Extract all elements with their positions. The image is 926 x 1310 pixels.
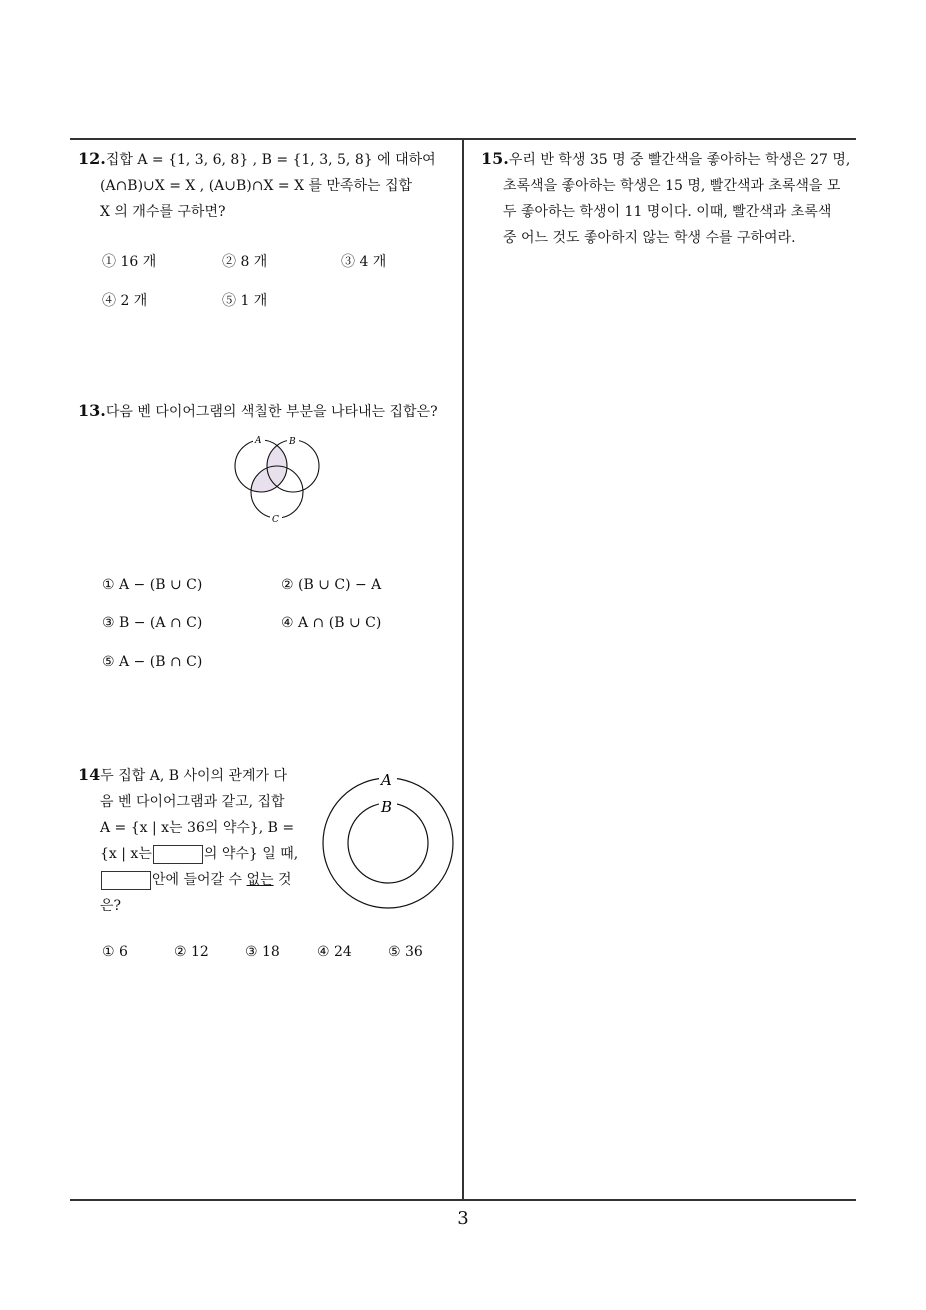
question-text-line-5: 안에 들어갈 수	[152, 872, 243, 888]
question-text-line-3: 두 좋아하는 학생이 11 명이다. 이때, 빨간색과 초록색	[503, 204, 832, 220]
q13-option-3[interactable]: ③ B − (A ∩ C)	[102, 615, 203, 631]
q12-option-1[interactable]: ① 16 개	[102, 254, 157, 270]
question-text-line-2: (A∩B)∪X = X , (A∪B)∩X = X 를 만족하는 집합	[100, 178, 413, 194]
q13-option-2[interactable]: ② (B ∪ C) − A	[281, 577, 382, 593]
question-14	[78, 762, 318, 919]
question-text-line-3: X 의 개수를 구하면?	[100, 204, 226, 220]
set-a-label: A	[381, 771, 392, 789]
question-text-line-1: 우리 반 학생 35 명 중 빨간색을 좋아하는 학생은 27 명,	[508, 152, 851, 168]
q12-option-4[interactable]: ④ 2 개	[102, 293, 148, 309]
question-15	[481, 146, 861, 251]
question-text-line-2: 초록색을 좋아하는 학생은 15 명, 빨간색과 초록색을 모	[503, 178, 841, 194]
question-text-line-4b: 의 약수} 일 때,	[203, 846, 299, 862]
q12-option-5[interactable]: ⑤ 1 개	[222, 293, 268, 309]
q14-option-2[interactable]: ② 12	[174, 944, 209, 960]
venn-diagram-subset	[319, 770, 459, 910]
q13-option-4[interactable]: ④ A ∩ (B ∪ C)	[281, 615, 382, 631]
venn-diagram-three-sets	[226, 434, 336, 529]
q14-option-1[interactable]: ① 6	[102, 944, 128, 960]
question-text-line-1: 집합 A = {1, 3, 6, 8} , B = {1, 3, 5, 8} 에 대하여	[105, 152, 436, 168]
question-text-line-5b: 것	[278, 872, 292, 888]
column-divider	[462, 138, 464, 1201]
question-13	[78, 398, 458, 425]
q14-option-3[interactable]: ③ 18	[245, 944, 280, 960]
set-b-label: B	[289, 437, 296, 447]
answer-blank-box	[153, 845, 203, 864]
question-12	[78, 146, 458, 225]
question-number: 14	[78, 765, 101, 784]
q14-option-4[interactable]: ④ 24	[317, 944, 352, 960]
shaded-region	[251, 440, 319, 518]
emphasis-none: 없는	[246, 872, 274, 888]
bottom-rule	[70, 1199, 856, 1201]
question-text-line-4: 중 어느 것도 좋아하지 않는 학생 수를 구하여라.	[503, 230, 796, 246]
set-b-label: B	[381, 798, 393, 816]
question-text-line-1: 두 집합 A, B 사이의 관계가 다	[100, 768, 288, 784]
question-text-line-3: A = {x | x는 36의 약수}, B =	[100, 820, 295, 836]
q12-option-2[interactable]: ② 8 개	[222, 254, 268, 270]
set-a-label: A	[255, 436, 262, 446]
page-number: 3	[457, 1208, 469, 1229]
question-text: 다음 벤 다이어그램의 색칠한 부분을 나타내는 집합은?	[105, 404, 438, 420]
answer-blank-box	[101, 871, 151, 890]
question-number: 15.	[481, 149, 509, 168]
question-text-line-6: 은?	[100, 898, 122, 914]
q13-option-1[interactable]: ① A − (B ∪ C)	[102, 577, 203, 593]
question-number: 12.	[78, 149, 106, 168]
q12-option-3[interactable]: ③ 4 개	[341, 254, 387, 270]
question-text-line-4a: {x | x는	[100, 846, 152, 862]
q14-option-5[interactable]: ⑤ 36	[388, 944, 423, 960]
set-c-label: C	[272, 515, 279, 525]
question-text-line-2: 음 벤 다이어그램과 같고, 집합	[100, 794, 285, 810]
q13-option-5[interactable]: ⑤ A − (B ∩ C)	[102, 654, 203, 670]
question-number: 13.	[78, 401, 106, 420]
